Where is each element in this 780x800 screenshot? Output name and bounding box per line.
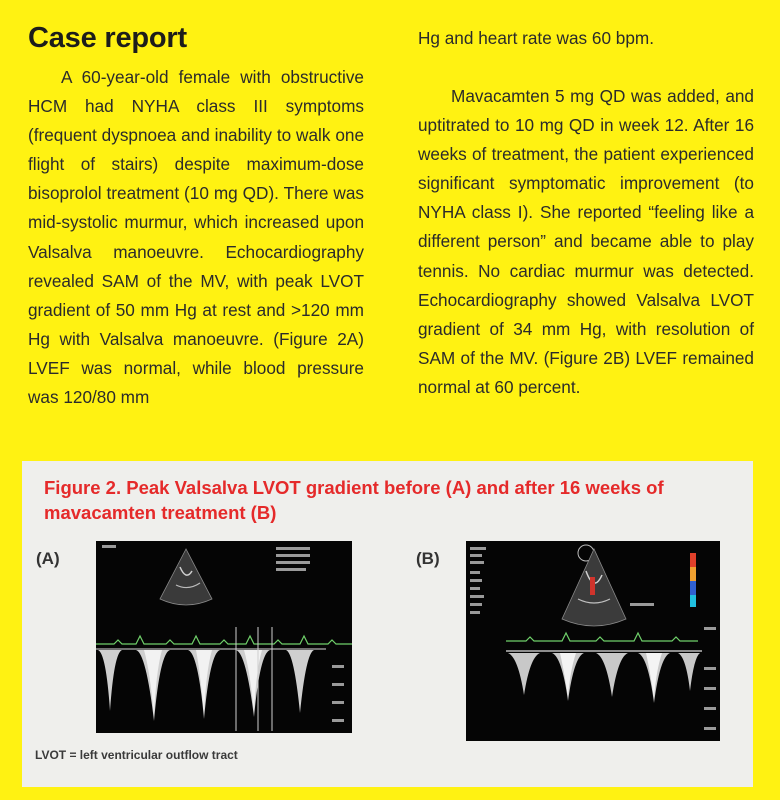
case-paragraph-1: A 60-year-old female with obstructive HCM had NYHA class III symptoms (frequent dyspnoea and inability to walk one flight of stairs) despite maximum-dose bisoprolol treatment (10 mg QD). There was mid-systolic murmur, which increased upon Valsalva manoeuvre. Echocardiography revealed SAM of the MV, with peak LVOT gradient of 50 mm Hg at rest and >120 mm Hg with Valsalva manoeuvre. (Figure 2A) LVEF was normal, while blood pressure was 120/80 mm <box>28 67 364 408</box>
section-heading: Case report <box>28 22 187 54</box>
panel-b-label: (B) <box>416 549 440 568</box>
echo-image-after <box>466 541 720 741</box>
figure-footnote: LVOT = left ventricular outflow tract <box>35 748 238 762</box>
figure-title: Figure 2. Peak Valsalva LVOT gradient before (A) and after 16 weeks of mavacamten treatment (B) <box>44 477 664 523</box>
panel-a-label: (A) <box>36 549 60 568</box>
case-paragraph-3: Mavacamten 5 mg QD was added, and uptitrated to 10 mg QD in week 12. After 16 weeks of treatment, the patient experienced significant symptomatic improvement (to NYHA class I). She reported “feeling like a different person” and became able to play tennis. No cardiac murmur was detected. Echocardiography showed Valsalva LVOT gradient of 34 mm Hg, with resolution of SAM of the MV. (Figure 2B) LVEF remained normal at 60 percent. <box>418 86 754 397</box>
case-paragraph-2: Hg and heart rate was 60 bpm. <box>418 28 654 48</box>
echo-image-before <box>96 541 352 733</box>
figure-box <box>22 461 753 787</box>
